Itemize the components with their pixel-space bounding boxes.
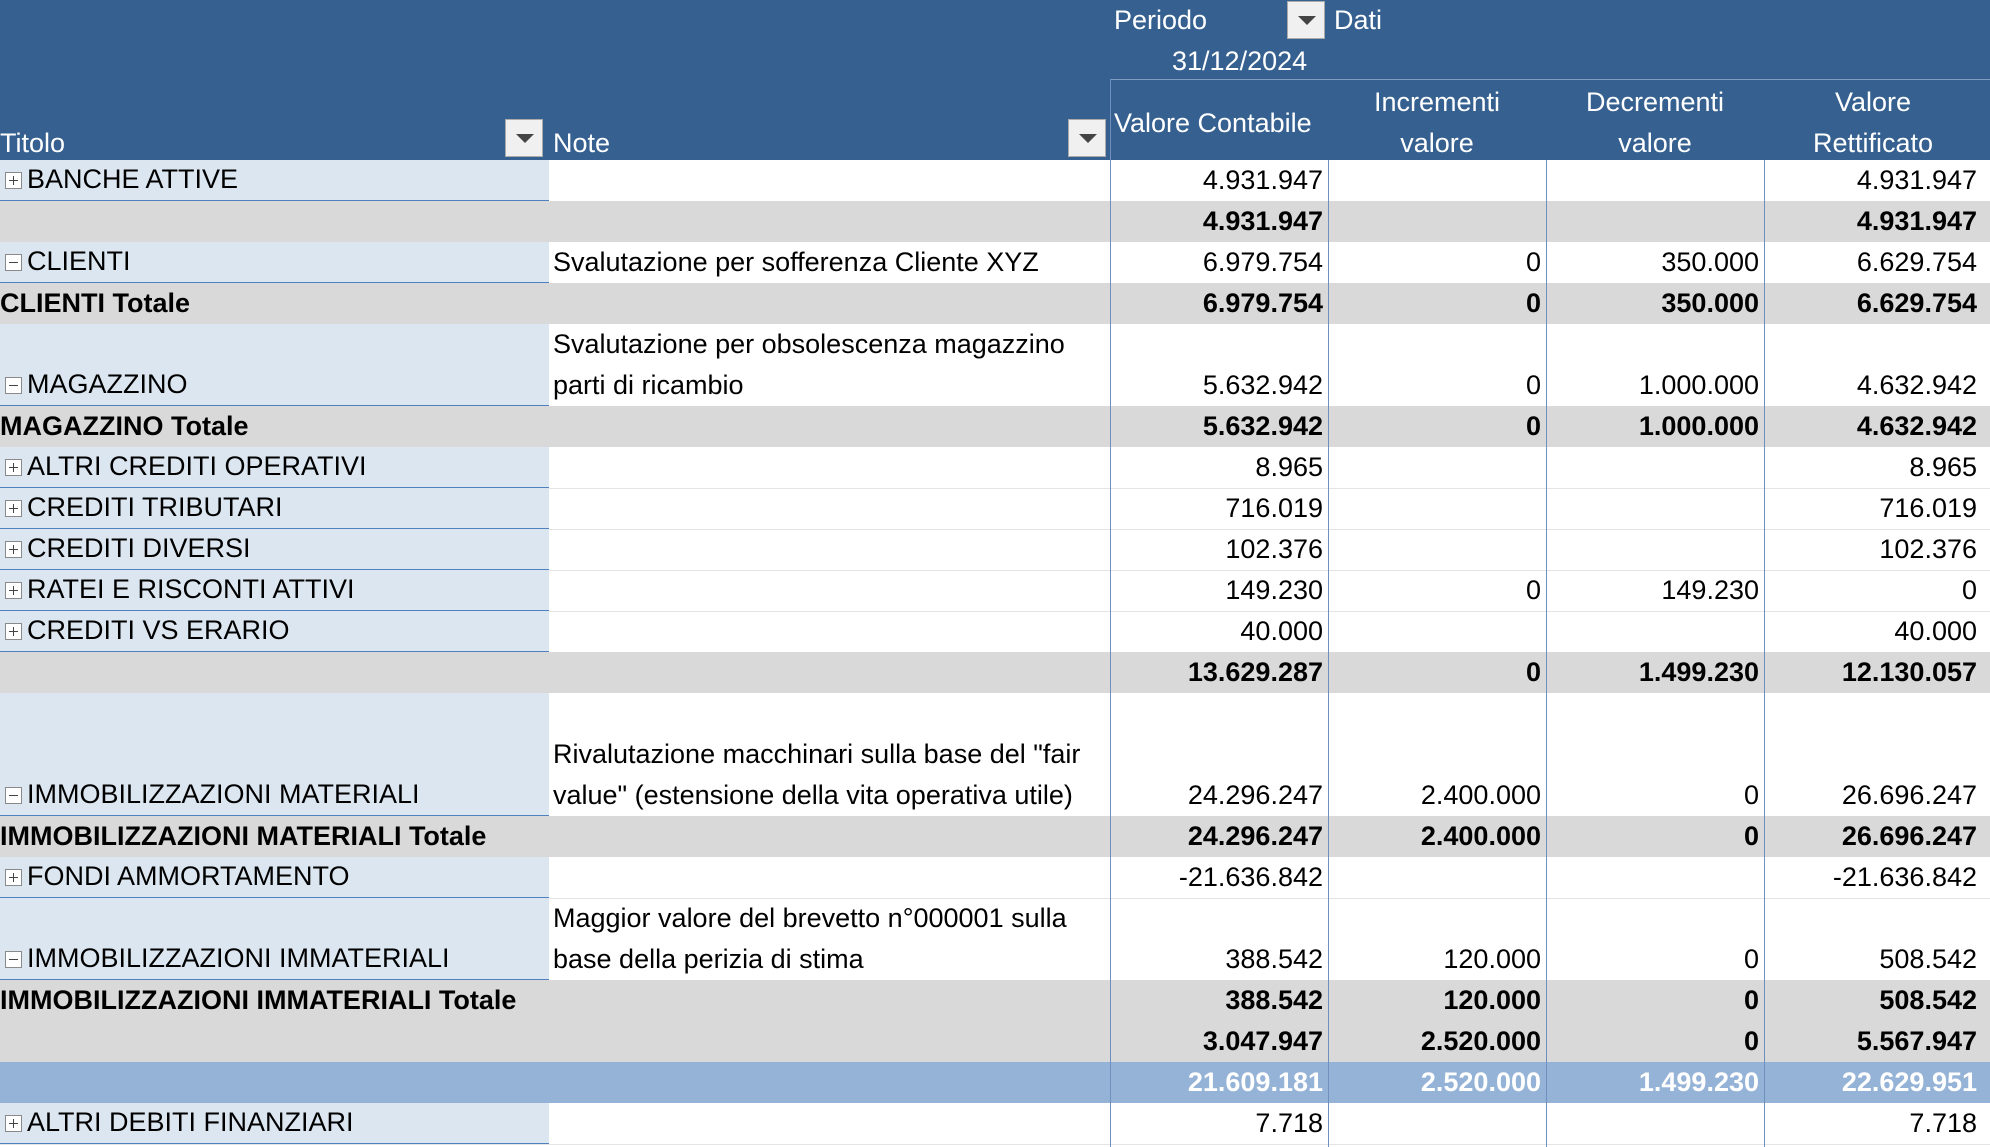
decrementi-cell: 1.000.000 [1638, 370, 1759, 400]
valore-contabile-cell: 40.000 [1240, 616, 1323, 646]
decrementi-cell: 149.230 [1661, 575, 1759, 605]
decrementi-cell: 0 [1743, 780, 1759, 810]
incrementi-header-line1: Incrementi [1373, 87, 1501, 117]
note-cell [549, 406, 1110, 447]
table-row [0, 242, 1990, 284]
note-cell [549, 570, 1110, 611]
column-divider [1546, 160, 1547, 1147]
incrementi-cell [1328, 857, 1546, 898]
titolo-filter-dropdown[interactable] [505, 119, 543, 157]
incrementi-cell [1328, 201, 1546, 242]
decrementi-cell [1546, 857, 1764, 898]
table-row [0, 324, 1990, 407]
valore-contabile-cell: 7.718 [1255, 1108, 1323, 1138]
valore-contabile-cell: -21.636.842 [1178, 862, 1323, 892]
decrementi-cell: 1.499.230 [1638, 657, 1759, 687]
header-divider [1110, 79, 1990, 80]
valore-rettificato-cell: 716.019 [1879, 493, 1977, 523]
incrementi-cell: 0 [1525, 411, 1541, 441]
collapse-icon[interactable] [5, 787, 22, 804]
valore-contabile-cell: 388.542 [1225, 944, 1323, 974]
expand-icon[interactable] [5, 459, 22, 476]
incrementi-cell: 2.400.000 [1420, 821, 1541, 851]
note-cell [549, 611, 1110, 652]
incrementi-cell: 2.520.000 [1420, 1026, 1541, 1056]
collapse-icon[interactable] [5, 377, 22, 394]
note-cell [549, 898, 1110, 980]
subtotal-row [0, 980, 1990, 1021]
titolo-cell [0, 652, 549, 693]
titolo-cell [0, 447, 549, 488]
note-filter-dropdown[interactable] [1068, 119, 1106, 157]
valore-rettificato-cell: 26.696.247 [1841, 780, 1977, 810]
note-cell [549, 980, 1110, 1021]
valore-contabile-cell: 24.296.247 [1187, 821, 1323, 851]
note-cell [549, 488, 1110, 529]
note-cell [549, 201, 1110, 242]
valore-rettificato-cell: -21.636.842 [1832, 862, 1977, 892]
note-cell [549, 447, 1110, 488]
valore-contabile-cell: 6.979.754 [1202, 247, 1323, 277]
note-cell [549, 1103, 1110, 1144]
column-divider [1328, 160, 1329, 1147]
titolo-label: ALTRI DEBITI FINANZIARI [27, 1107, 354, 1137]
decrementi-cell [1546, 160, 1764, 201]
subtotal-row [0, 816, 1990, 857]
table-row [0, 693, 1990, 817]
subtotal-row [0, 1021, 1990, 1062]
titolo-label: CLIENTI [27, 246, 131, 276]
note-cell [549, 693, 1110, 816]
titolo-cell [0, 693, 549, 816]
incrementi-cell [1328, 160, 1546, 201]
rettificato-header-line1: Valore [1834, 87, 1912, 117]
valore-contabile-cell: 5.632.942 [1202, 370, 1323, 400]
titolo-cell [0, 242, 549, 283]
valore-contabile-cell: 716.019 [1225, 493, 1323, 523]
expand-icon[interactable] [5, 500, 22, 517]
periodo-filter-dropdown[interactable] [1287, 1, 1325, 39]
note-cell [549, 160, 1110, 201]
decrementi-cell: 0 [1743, 944, 1759, 974]
titolo-label: IMMOBILIZZAZIONI IMMATERIALI [27, 943, 450, 973]
incrementi-cell: 0 [1525, 575, 1541, 605]
titolo-cell [0, 529, 549, 570]
valore-rettificato-cell: 4.931.947 [1856, 206, 1977, 236]
valore-rettificato-cell: 40.000 [1894, 616, 1977, 646]
titolo-cell [0, 816, 549, 857]
collapse-icon[interactable] [5, 951, 22, 968]
decrementi-cell: 0 [1743, 821, 1759, 851]
table-row [0, 1103, 1990, 1145]
titolo-label: IMMOBILIZZAZIONI MATERIALI Totale [0, 821, 487, 851]
valore-contabile-cell: 3.047.947 [1202, 1026, 1323, 1056]
titolo-cell [0, 283, 549, 324]
titolo-label: MAGAZZINO [27, 369, 188, 399]
titolo-label: MAGAZZINO Totale [0, 411, 249, 441]
titolo-label: IMMOBILIZZAZIONI IMMATERIALI Totale [0, 985, 517, 1015]
table-row [0, 611, 1990, 653]
grand-total-row [0, 1062, 1990, 1103]
decrementi-cell [1546, 447, 1764, 488]
incrementi-cell: 0 [1525, 657, 1541, 687]
periodo-field-label: Periodo [1114, 5, 1208, 35]
valore-contabile-cell: 6.979.754 [1202, 288, 1323, 318]
valore-contabile-cell: 13.629.287 [1187, 657, 1323, 687]
valore-contabile-cell: 4.931.947 [1202, 206, 1323, 236]
note-cell [549, 324, 1110, 406]
table-row [0, 570, 1990, 612]
valore-rettificato-cell: 4.931.947 [1856, 165, 1977, 195]
incrementi-cell: 0 [1525, 247, 1541, 277]
expand-icon[interactable] [5, 1115, 22, 1132]
subtotal-row [0, 283, 1990, 324]
titolo-cell [0, 488, 549, 529]
titolo-cell [0, 898, 549, 980]
incrementi-header-line2: valore [1400, 128, 1474, 158]
table-row [0, 160, 1990, 202]
table-row [0, 488, 1990, 530]
valore-rettificato-cell: 508.542 [1879, 985, 1977, 1015]
titolo-cell [0, 1062, 549, 1103]
titolo-label: IMMOBILIZZAZIONI MATERIALI [27, 779, 420, 809]
decrementi-cell: 350.000 [1661, 247, 1759, 277]
decrementi-cell [1546, 488, 1764, 529]
valore-rettificato-cell: 6.629.754 [1856, 288, 1977, 318]
table-row [0, 857, 1990, 899]
valore-contabile-cell: 388.542 [1225, 985, 1323, 1015]
titolo-cell [0, 324, 549, 406]
titolo-cell [0, 406, 549, 447]
titolo-cell [0, 201, 549, 242]
note-cell [549, 529, 1110, 570]
expand-icon[interactable] [5, 869, 22, 886]
note-text: Rivalutazione macchinari sulla base del "fair value" (estensione della vita operativa utile) [553, 739, 1081, 810]
decrementi-cell: 1.499.230 [1638, 1067, 1759, 1097]
decrementi-header-line1: Decrementi [1585, 87, 1725, 117]
decrementi-cell [1546, 611, 1764, 652]
note-text: Svalutazione per sofferenza Cliente XYZ [553, 247, 1039, 277]
expand-icon[interactable] [5, 541, 22, 558]
titolo-cell [0, 1021, 549, 1062]
note-cell [549, 1021, 1110, 1062]
valore-rettificato-cell: 12.130.057 [1841, 657, 1977, 687]
titolo-cell [0, 980, 549, 1021]
valore-contabile-cell: 21.609.181 [1187, 1067, 1323, 1097]
titolo-label: RATEI E RISCONTI ATTIVI [27, 574, 355, 604]
table-row [0, 529, 1990, 571]
note-text: Maggior valore del brevetto n°000001 sulla base della perizia di stima [553, 903, 1067, 974]
incrementi-cell [1328, 611, 1546, 652]
valore-rettificato-cell: 8.965 [1909, 452, 1977, 482]
titolo-label: CREDITI TRIBUTARI [27, 492, 283, 522]
decrementi-cell: 0 [1743, 985, 1759, 1015]
dati-field-label: Dati [1334, 5, 1383, 35]
collapse-icon[interactable] [5, 254, 22, 271]
table-row [0, 898, 1990, 981]
note-text: Svalutazione per obsolescenza magazzino parti di ricambio [553, 329, 1065, 400]
incrementi-cell: 2.400.000 [1420, 780, 1541, 810]
decrementi-cell [1546, 529, 1764, 570]
valore-rettificato-cell: 22.629.951 [1841, 1067, 1977, 1097]
note-cell [549, 652, 1110, 693]
decrementi-cell [1546, 201, 1764, 242]
note-cell [549, 242, 1110, 283]
subtotal-row [0, 652, 1990, 693]
valore-rettificato-cell: 0 [1961, 575, 1977, 605]
decrementi-cell: 0 [1743, 1026, 1759, 1056]
rettificato-header-line2: Rettificato [1812, 128, 1934, 158]
incrementi-cell [1328, 529, 1546, 570]
subtotal-row [0, 406, 1990, 447]
valore-rettificato-cell: 4.632.942 [1856, 411, 1977, 441]
titolo-label: CLIENTI Totale [0, 288, 191, 318]
note-cell [549, 816, 1110, 857]
titolo-cell [0, 570, 549, 611]
valore-rettificato-cell: 26.696.247 [1841, 821, 1977, 851]
expand-icon[interactable] [5, 582, 22, 599]
incrementi-cell: 120.000 [1443, 944, 1541, 974]
column-divider [1764, 160, 1765, 1147]
incrementi-cell: 0 [1525, 370, 1541, 400]
valore-contabile-cell: 102.376 [1225, 534, 1323, 564]
valore-contabile-cell: 8.965 [1255, 452, 1323, 482]
titolo-cell [0, 1103, 549, 1144]
titolo-column-header: Titolo [0, 128, 66, 158]
period-value: 31/12/2024 [1172, 46, 1308, 76]
valore-contabile-cell: 149.230 [1225, 575, 1323, 605]
titolo-cell [0, 160, 549, 201]
valore-rettificato-cell: 5.567.947 [1856, 1026, 1977, 1056]
valore-contabile-header: Valore Contabile [1114, 108, 1312, 138]
incrementi-cell [1328, 447, 1546, 488]
valore-rettificato-cell: 508.542 [1879, 944, 1977, 974]
titolo-label: CREDITI DIVERSI [27, 533, 251, 563]
valore-rettificato-cell: 102.376 [1879, 534, 1977, 564]
expand-icon[interactable] [5, 172, 22, 189]
incrementi-cell [1328, 488, 1546, 529]
titolo-label: FONDI AMMORTAMENTO [27, 861, 350, 891]
incrementi-cell: 120.000 [1443, 985, 1541, 1015]
note-cell [549, 1062, 1110, 1103]
expand-icon[interactable] [5, 623, 22, 640]
decrementi-header-line2: valore [1618, 128, 1692, 158]
titolo-cell [0, 611, 549, 652]
table-row [0, 447, 1990, 489]
incrementi-cell: 2.520.000 [1420, 1067, 1541, 1097]
titolo-label: BANCHE ATTIVE [27, 164, 239, 194]
decrementi-cell: 350.000 [1661, 288, 1759, 318]
pivot-header [0, 0, 1990, 160]
titolo-label: ALTRI CREDITI OPERATIVI [27, 451, 367, 481]
titolo-label: CREDITI VS ERARIO [27, 615, 290, 645]
valore-rettificato-cell: 7.718 [1909, 1108, 1977, 1138]
subtotal-row [0, 201, 1990, 242]
note-cell [549, 283, 1110, 324]
column-divider [1110, 79, 1111, 1147]
valore-contabile-cell: 24.296.247 [1187, 780, 1323, 810]
valore-rettificato-cell: 6.629.754 [1856, 247, 1977, 277]
decrementi-cell: 1.000.000 [1638, 411, 1759, 441]
valore-contabile-cell: 4.931.947 [1202, 165, 1323, 195]
valore-contabile-cell: 5.632.942 [1202, 411, 1323, 441]
note-cell [549, 857, 1110, 898]
decrementi-cell [1546, 1103, 1764, 1144]
incrementi-cell [1328, 1103, 1546, 1144]
incrementi-cell: 0 [1525, 288, 1541, 318]
titolo-cell [0, 857, 549, 898]
note-column-header: Note [553, 128, 611, 158]
valore-rettificato-cell: 4.632.942 [1856, 370, 1977, 400]
